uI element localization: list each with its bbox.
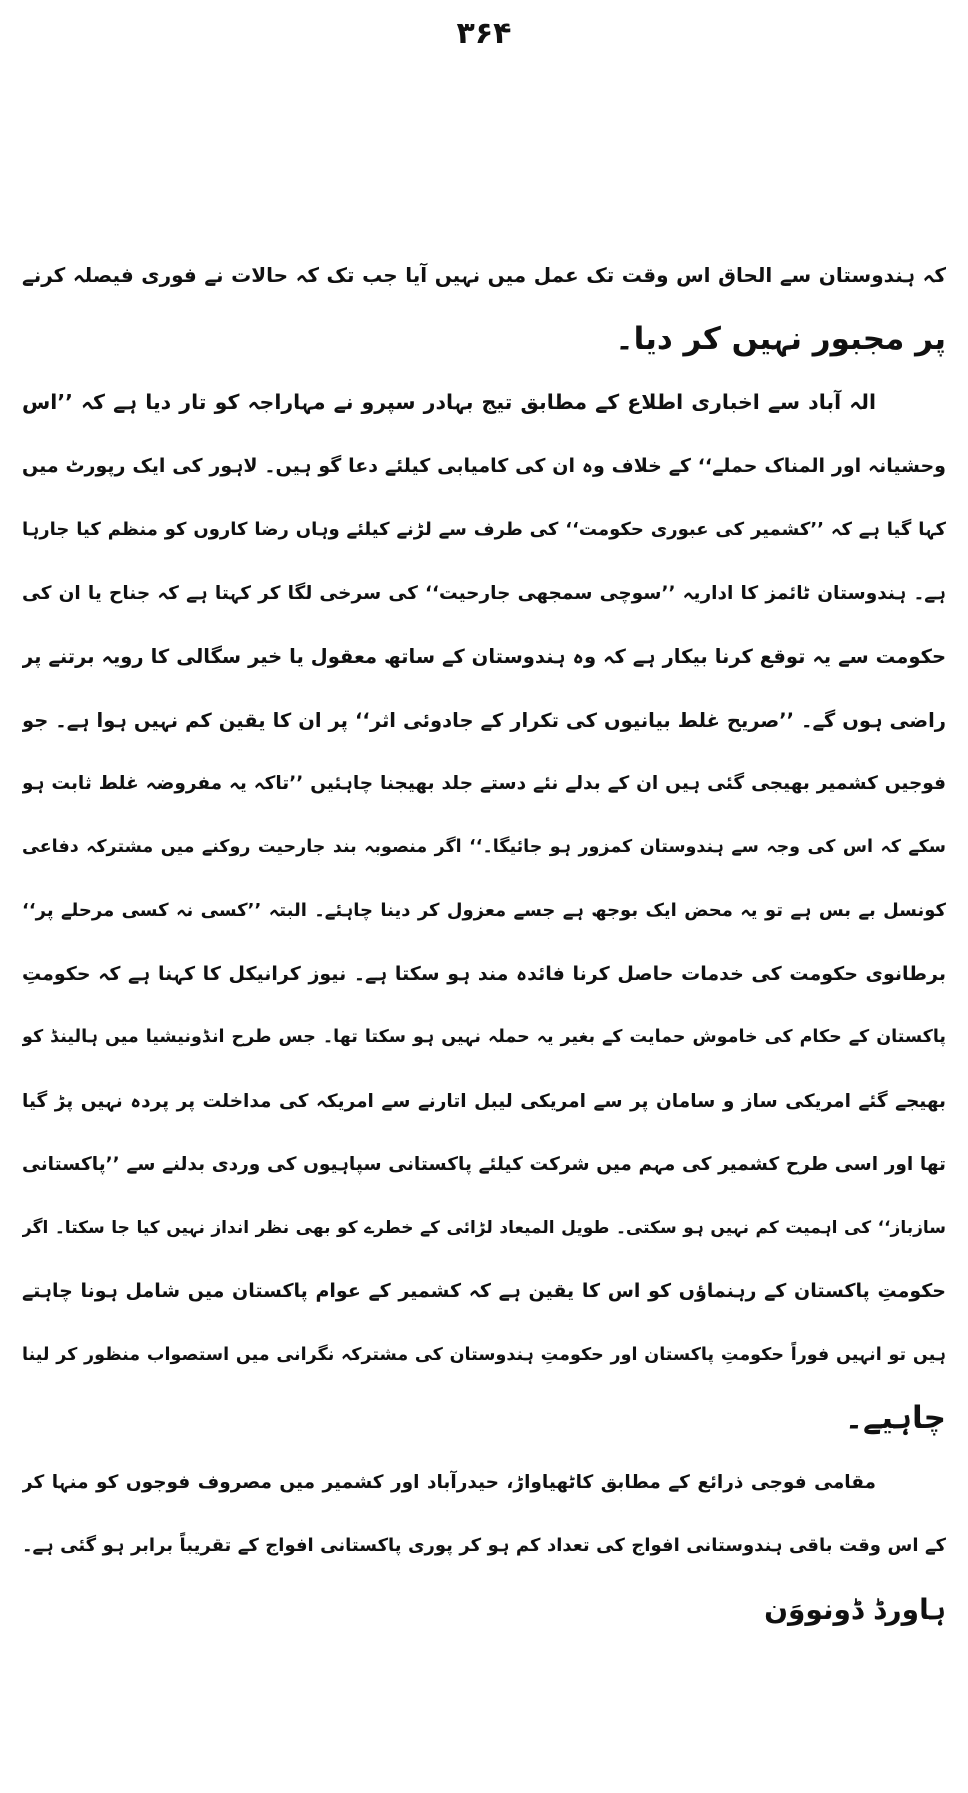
text-line: سازباز‘‘ کی اہمیت کم نہیں ہو سکتی۔ طویل المیعاد لڑائی کے خطرے کو بھی نظر انداز نہیں کیا جا سکتا۔ اگر: [22, 1217, 946, 1238]
text-line: تھا اور اسی طرح کشمیر کی مہم میں شرکت کیلئے پاکستانی سپاہیوں کی وردی بدلنے سے ’’پاکستانی: [22, 1154, 946, 1175]
body-text: [22, 244, 946, 1641]
text-line: مقامی فوجی ذرائع کے مطابق کاٹھیاواڑ، حیدرآباد اور کشمیر میں مصروف فوجوں کو منہا کر: [22, 1471, 876, 1493]
text-line: راضی ہوں گے۔ ’’صریح غلط بیانیوں کی تکرار کے جادوئی اثر‘‘ پر ان کا یقین کم نہیں ہوا ہے۔ جو: [22, 708, 946, 732]
author-signature: ہاورڈ ڈونووَن: [764, 1592, 946, 1626]
text-line: کہ ہندوستان سے الحاق اس وقت تک عمل میں نہیں آیا جب تک کہ حالات نے فوری فیصلہ کرنے: [22, 263, 946, 287]
text-line: چاہیے۔: [844, 1400, 946, 1436]
text-line: حکومتِ پاکستان کے رہنماؤں کو اس کا یقین ہے کہ کشمیر کے عوام پاکستان میں شامل ہونا چاہتے: [22, 1280, 946, 1302]
text-line: پاکستان کے حکام کی خاموش حمایت کے بغیر یہ حملہ نہیں ہو سکتا تھا۔ جس طرح انڈونیشیا میں ہالینڈ کو: [22, 1027, 946, 1047]
text-line: بھیجے گئے امریکی ساز و سامان پر سے امریکی لیبل اتارنے سے امریکہ کی مداخلت پر پردہ نہیں پڑ گیا: [22, 1090, 946, 1112]
text-line: حکومت سے یہ توقع کرنا بیکار ہے کہ وہ ہندوستان کے ساتھ معقول یا خیر سگالی کا رویہ برتنے پر: [22, 645, 946, 668]
text-line: الہ آباد سے اخباری اطلاع کے مطابق تیج بہادر سپرو نے مہاراجہ کو تار دیا ہے کہ ’’اس: [22, 390, 876, 414]
text-line: ہیں تو انہیں فوراً حکومتِ پاکستان اور حکومتِ ہندوستان کی مشترکہ نگرانی میں استصواب منظور کر لینا: [22, 1344, 946, 1365]
text-line: سکے کہ اس کی وجہ سے ہندوستان کمزور ہو جائیگا۔‘‘ اگر منصوبہ بند جارحیت روکنے میں مشترکہ دفاعی: [22, 836, 946, 857]
text-line: فوجیں کشمیر بھیجی گئی ہیں ان کے بدلے نئے دستے جلد بھیجنا چاہئیں ’’تاکہ یہ مفروضہ غلط ثابت ہو: [22, 773, 946, 794]
text-line: برطانوی حکومت کی خدمات حاصل کرنا فائدہ مند ہو سکتا ہے۔ نیوز کرانیکل کا کہنا ہے کہ حکومتِ: [22, 962, 946, 985]
text-line: وحشیانہ اور المناک حملے‘‘ کے خلاف وہ ان کی کامیابی کیلئے دعا گو ہیں۔ لاہور کی ایک رپورٹ میں: [22, 454, 946, 477]
text-line: ہے۔ ہندوستان ٹائمز کا اداریہ ’’سوچی سمجھی جارحیت‘‘ کی سرخی لگا کر کہتا ہے کہ جناح یا ان کی: [22, 582, 946, 604]
text-line: کہا گیا ہے کہ ’’کشمیر کی عبوری حکومت‘‘ کی طرف سے لڑنے کیلئے وہاں رضا کاروں کو منظم کیا جارہا: [22, 519, 946, 540]
text-line: پر مجبور نہیں کر دیا۔: [615, 320, 946, 357]
text-line: کونسل بے بس ہے تو یہ محض ایک بوجھ ہے جسے معزول کر دینا چاہئے۔ البتہ ’’کسی نہ کسی مرحلے پر‘‘: [22, 900, 946, 921]
text-line: کے اس وقت باقی ہندوستانی افواج کی تعداد کم ہو کر پوری پاکستانی افواج کے تقریباً برابر ہو گئی ہے۔: [22, 1535, 946, 1556]
page-number: ۳۶۴: [456, 16, 512, 51]
